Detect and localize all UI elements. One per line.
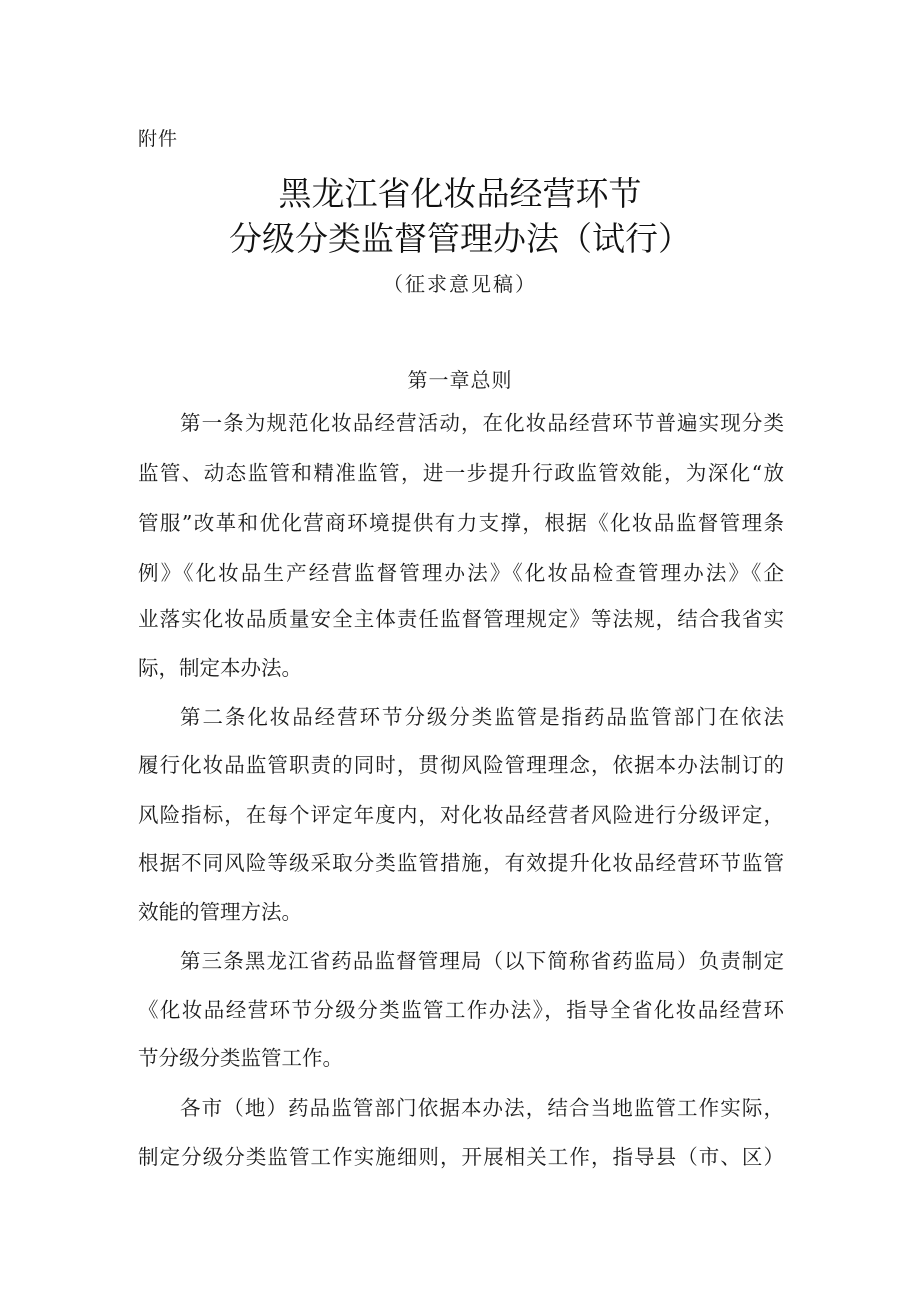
document-title-line-1: 黑龙江省化妆品经营环节 bbox=[278, 174, 642, 213]
body-line: 根据不同风险等级采取分类监管措施，有效提升化妆品经营环节监管 bbox=[138, 851, 784, 875]
body-line: 第二条化妆品经营环节分级分类监管是指药品监管部门在依法 bbox=[180, 705, 784, 729]
draft-subtitle: （征求意见稿） bbox=[383, 272, 537, 296]
body-line: 例》《化妆品生产经营监督管理办法》《化妆品检查管理办法》《企 bbox=[138, 561, 784, 585]
attachment-label: 附件 bbox=[138, 128, 179, 150]
chapter-heading: 第一章总则 bbox=[407, 368, 513, 392]
body-line: 第三条黑龙江省药品监督管理局（以下简称省药监局）负责制定 bbox=[180, 949, 784, 973]
body-line: 际，制定本办法。 bbox=[138, 656, 302, 680]
body-line: 制定分级分类监管工作实施细则，开展相关工作，指导县（市、区） bbox=[138, 1145, 784, 1169]
body-line: 节分级分类监管工作。 bbox=[138, 1046, 343, 1070]
body-line: 第一条为规范化妆品经营活动，在化妆品经营环节普遍实现分类 bbox=[180, 411, 784, 435]
body-line: 风险指标，在每个评定年度内，对化妆品经营者风险进行分级评定， bbox=[138, 803, 784, 827]
body-line: 业落实化妆品质量安全主体责任监督管理规定》等法规，结合我省实 bbox=[138, 607, 784, 631]
body-line: 效能的管理方法。 bbox=[138, 900, 302, 924]
body-line: 管服”改革和优化营商环境提供有力支撑，根据《化妆品监督管理条 bbox=[138, 511, 784, 535]
document-title-line-2: 分级分类监督管理办法（试行） bbox=[229, 219, 691, 258]
body-line: 《化妆品经营环节分级分类监管工作办法》，指导全省化妆品经营环 bbox=[138, 998, 784, 1022]
body-line: 履行化妆品监管职责的同时，贯彻风险管理理念，依据本办法制订的 bbox=[138, 753, 784, 777]
body-line: 各市（地）药品监管部门依据本办法，结合当地监管工作实际， bbox=[180, 1096, 784, 1120]
body-line: 监管、动态监管和精准监管，进一步提升行政监管效能，为深化“放 bbox=[138, 461, 784, 485]
